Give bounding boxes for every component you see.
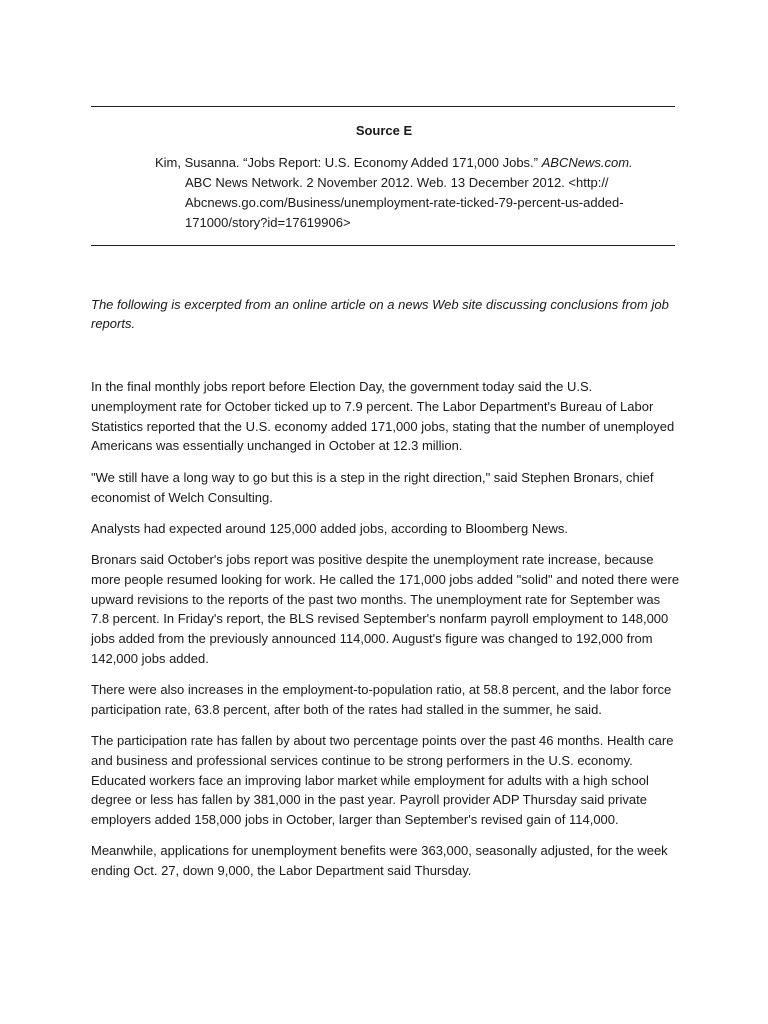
article-paragraph: The participation rate has fallen by about two percentage points over the past 46 months. Health care and business and professional services continue to be strong performers in the U.S. economy. Educated workers face an improving labor market while employment for adults with a high school degree or less has fallen by 381,000 in the past year. Payroll provider ADP Thursday said private employers added 158,000 jobs in October, larger than September's revised gain of 114,000.	[91, 733, 674, 828]
article-paragraph: Meanwhile, applications for unemployment benefits were 363,000, seasonally adjusted, for the week ending Oct. 27, down 9,000, the Labor Department said Thursday.	[91, 843, 668, 878]
article-paragraph: In the final monthly jobs report before Election Day, the government today said the U.S. unemployment rate for October ticked up to 7.9 percent. The Labor Department's Bureau of Labor Statistics reported that the U.S. economy added 171,000 jobs, stating that the number of unemployed Americans was essentially unchanged in October at 12.3 million.	[91, 379, 675, 454]
article-paragraph: Bronars said October's jobs report was positive despite the unemployment rate increase, because more people resumed looking for work. He called the 171,000 jobs added "solid" and noted there were upward revisions to the reports of the past two months. The unemployment rate for September was 7.8 percent. In Friday's report, the BLS revised September's nonfarm payroll employment to 148,000 jobs added from the previously announced 114,000. August's figure was changed to 192,000 from 142,000 jobs added.	[91, 552, 680, 666]
citation-line-3: Abcnews.go.com/Business/unemployment-rate-ticked-79-percent-us-added-	[185, 195, 624, 210]
citation-line-1	[155, 153, 633, 173]
bottom-divider	[91, 245, 675, 246]
citation-site: ABCNews.com.	[541, 155, 633, 170]
citation-author-title: Kim, Susanna. “Jobs Report: U.S. Economy Added 171,000 Jobs.”	[155, 155, 542, 170]
article-paragraph: There were also increases in the employment-to-population ratio, at 58.8 percent, and the labor force participation rate, 63.8 percent, after both of the rates had stalled in the summer, he said.	[91, 682, 672, 717]
citation-line-4: 171000/story?id=17619906>	[185, 215, 351, 230]
article-paragraph: Analysts had expected around 125,000 added jobs, according to Bloomberg News.	[91, 521, 568, 536]
article-paragraph: "We still have a long way to go but this is a step in the right direction," said Stephen Bronars, chief economist of Welch Consulting.	[91, 470, 654, 505]
citation-line-2: ABC News Network. 2 November 2012. Web. 13 December 2012. <http://	[185, 175, 609, 190]
citation	[155, 153, 633, 233]
top-divider	[91, 106, 675, 107]
intro-note: The following is excerpted from an online article on a news Web site discussing conclusions from job reports.	[91, 297, 669, 331]
source-heading: Source E	[355, 123, 413, 138]
